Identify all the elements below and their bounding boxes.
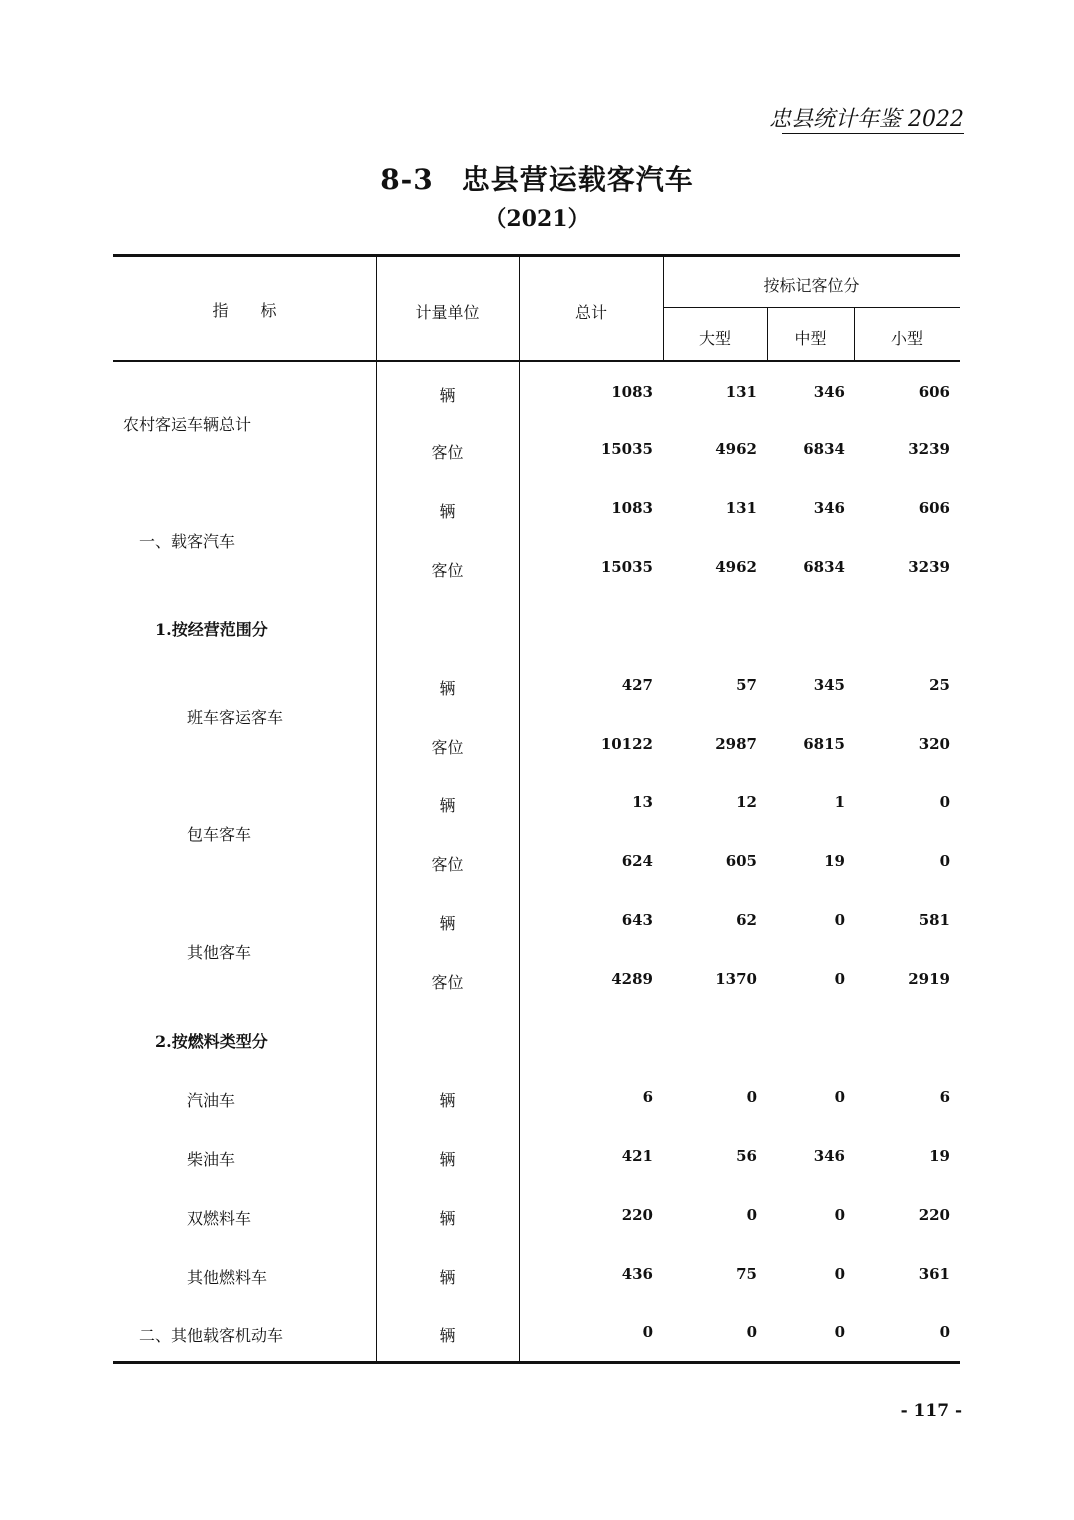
cell-small: 361 xyxy=(918,1265,950,1283)
table-row xyxy=(113,440,960,460)
cell-small: 19 xyxy=(929,1147,950,1165)
table-top-rule xyxy=(113,254,960,257)
cell-large: 4962 xyxy=(715,558,757,576)
cell-total: 643 xyxy=(621,911,653,929)
cell-small: 581 xyxy=(918,911,950,929)
header-medium: 中型 xyxy=(794,329,827,348)
header-bottom-rule xyxy=(113,360,960,362)
cell-large: 4962 xyxy=(715,440,757,458)
cell-total: 6 xyxy=(642,1088,653,1106)
table-number: 8-3 xyxy=(380,163,434,196)
table-bottom-rule xyxy=(113,1361,960,1364)
header-group-by-seats: 按标记客位分 xyxy=(763,276,860,295)
cell-unit: 客位 xyxy=(431,738,464,757)
cell-total: 624 xyxy=(621,852,653,870)
cell-unit: 辆 xyxy=(439,679,456,698)
table-row xyxy=(113,1265,960,1285)
cell-total: 4289 xyxy=(611,970,653,988)
cell-large: 1370 xyxy=(715,970,757,988)
cell-small: 3239 xyxy=(908,558,950,576)
cell-unit: 辆 xyxy=(439,914,456,933)
page-number: - 117 - xyxy=(900,1401,962,1421)
label-by-operation-scope: 1.按经营范围分 xyxy=(155,620,268,639)
cell-medium: 346 xyxy=(813,383,845,401)
label-other-bus: 其他客车 xyxy=(187,943,252,962)
cell-unit: 辆 xyxy=(439,1150,456,1169)
cell-large: 0 xyxy=(746,1088,757,1106)
cell-total: 0 xyxy=(642,1323,653,1341)
label-by-fuel-type: 2.按燃料类型分 xyxy=(155,1032,268,1051)
cell-total: 13 xyxy=(632,793,653,811)
cell-medium: 6815 xyxy=(803,735,845,753)
cell-medium: 0 xyxy=(834,1265,845,1283)
table-title-text: 忠县营运载客汽车 xyxy=(461,163,694,196)
table-row xyxy=(113,383,960,403)
header-small: 小型 xyxy=(890,329,923,348)
cell-large: 62 xyxy=(736,911,757,929)
cell-medium: 346 xyxy=(813,1147,845,1165)
cell-medium: 0 xyxy=(834,911,845,929)
cell-large: 2987 xyxy=(715,735,757,753)
label-dual-fuel: 双燃料车 xyxy=(187,1209,252,1228)
cell-unit: 辆 xyxy=(439,502,456,521)
cell-small: 320 xyxy=(918,735,950,753)
cell-total: 220 xyxy=(621,1206,653,1224)
cell-large: 605 xyxy=(725,852,757,870)
cell-large: 57 xyxy=(736,676,757,694)
cell-small: 2919 xyxy=(908,970,950,988)
label-scheduled-bus: 班车客运客车 xyxy=(187,708,284,727)
cell-unit: 辆 xyxy=(439,1268,456,1287)
label-passenger-cars: 一、载客汽车 xyxy=(139,532,236,551)
cell-small: 606 xyxy=(918,499,950,517)
table-row xyxy=(113,1147,960,1167)
cell-unit: 客位 xyxy=(431,855,464,874)
group-header-rule xyxy=(663,307,960,308)
cell-unit: 客位 xyxy=(431,443,464,462)
cell-small: 25 xyxy=(929,676,950,694)
cell-unit: 辆 xyxy=(439,386,456,405)
cell-unit: 辆 xyxy=(439,1209,456,1228)
cell-total: 436 xyxy=(621,1265,653,1283)
label-rural-total: 农村客运车辆总计 xyxy=(123,415,252,434)
cell-large: 0 xyxy=(746,1206,757,1224)
label-charter-bus: 包车客车 xyxy=(187,825,252,844)
running-header-title: 忠县统计年鉴 2022 xyxy=(769,107,964,132)
cell-small: 220 xyxy=(918,1206,950,1224)
table-row xyxy=(113,735,960,755)
cell-unit: 客位 xyxy=(431,561,464,580)
cell-large: 12 xyxy=(736,793,757,811)
label-other-motor-vehicles: 二、其他载客机动车 xyxy=(139,1326,284,1345)
cell-medium: 0 xyxy=(834,1323,845,1341)
cell-medium: 0 xyxy=(834,1088,845,1106)
cell-small: 3239 xyxy=(908,440,950,458)
cell-total: 427 xyxy=(621,676,653,694)
table-row xyxy=(113,911,960,931)
cell-large: 56 xyxy=(736,1147,757,1165)
cell-small: 6 xyxy=(939,1088,950,1106)
header-total: 总计 xyxy=(574,303,607,322)
cell-medium: 6834 xyxy=(803,558,845,576)
header-indicator: 指 标 xyxy=(212,301,277,320)
table-row xyxy=(113,558,960,578)
cell-unit: 辆 xyxy=(439,1091,456,1110)
cell-unit: 辆 xyxy=(439,796,456,815)
cell-total: 15035 xyxy=(600,440,653,458)
cell-medium: 6834 xyxy=(803,440,845,458)
cell-small: 0 xyxy=(939,852,950,870)
cell-total: 421 xyxy=(621,1147,653,1165)
table-row xyxy=(113,1088,960,1108)
cell-medium: 0 xyxy=(834,1206,845,1224)
cell-unit: 客位 xyxy=(431,973,464,992)
table-row xyxy=(113,499,960,519)
cell-total: 10122 xyxy=(600,735,653,753)
table-title xyxy=(0,158,1074,198)
cell-small: 0 xyxy=(939,793,950,811)
cell-large: 131 xyxy=(725,499,757,517)
header-large: 大型 xyxy=(698,329,731,348)
table-row xyxy=(113,793,960,813)
cell-medium: 345 xyxy=(813,676,845,694)
cell-medium: 1 xyxy=(834,793,845,811)
header-unit: 计量单位 xyxy=(415,303,480,322)
label-other-fuel: 其他燃料车 xyxy=(187,1268,268,1287)
cell-large: 75 xyxy=(736,1265,757,1283)
cell-total: 1083 xyxy=(611,383,653,401)
table-row xyxy=(113,852,960,872)
cell-medium: 346 xyxy=(813,499,845,517)
table-row xyxy=(113,970,960,990)
cell-large: 131 xyxy=(725,383,757,401)
table-row xyxy=(113,1323,960,1343)
cell-small: 606 xyxy=(918,383,950,401)
running-header-rule xyxy=(782,133,964,134)
cell-total: 15035 xyxy=(600,558,653,576)
cell-medium: 19 xyxy=(824,852,845,870)
label-gasoline: 汽油车 xyxy=(187,1091,236,1110)
cell-small: 0 xyxy=(939,1323,950,1341)
table-row xyxy=(113,676,960,696)
table-row xyxy=(113,1206,960,1226)
cell-medium: 0 xyxy=(834,970,845,988)
cell-total: 1083 xyxy=(611,499,653,517)
cell-unit: 辆 xyxy=(439,1326,456,1345)
label-diesel: 柴油车 xyxy=(187,1150,236,1169)
table-year: （2021） xyxy=(484,206,590,232)
cell-large: 0 xyxy=(746,1323,757,1341)
